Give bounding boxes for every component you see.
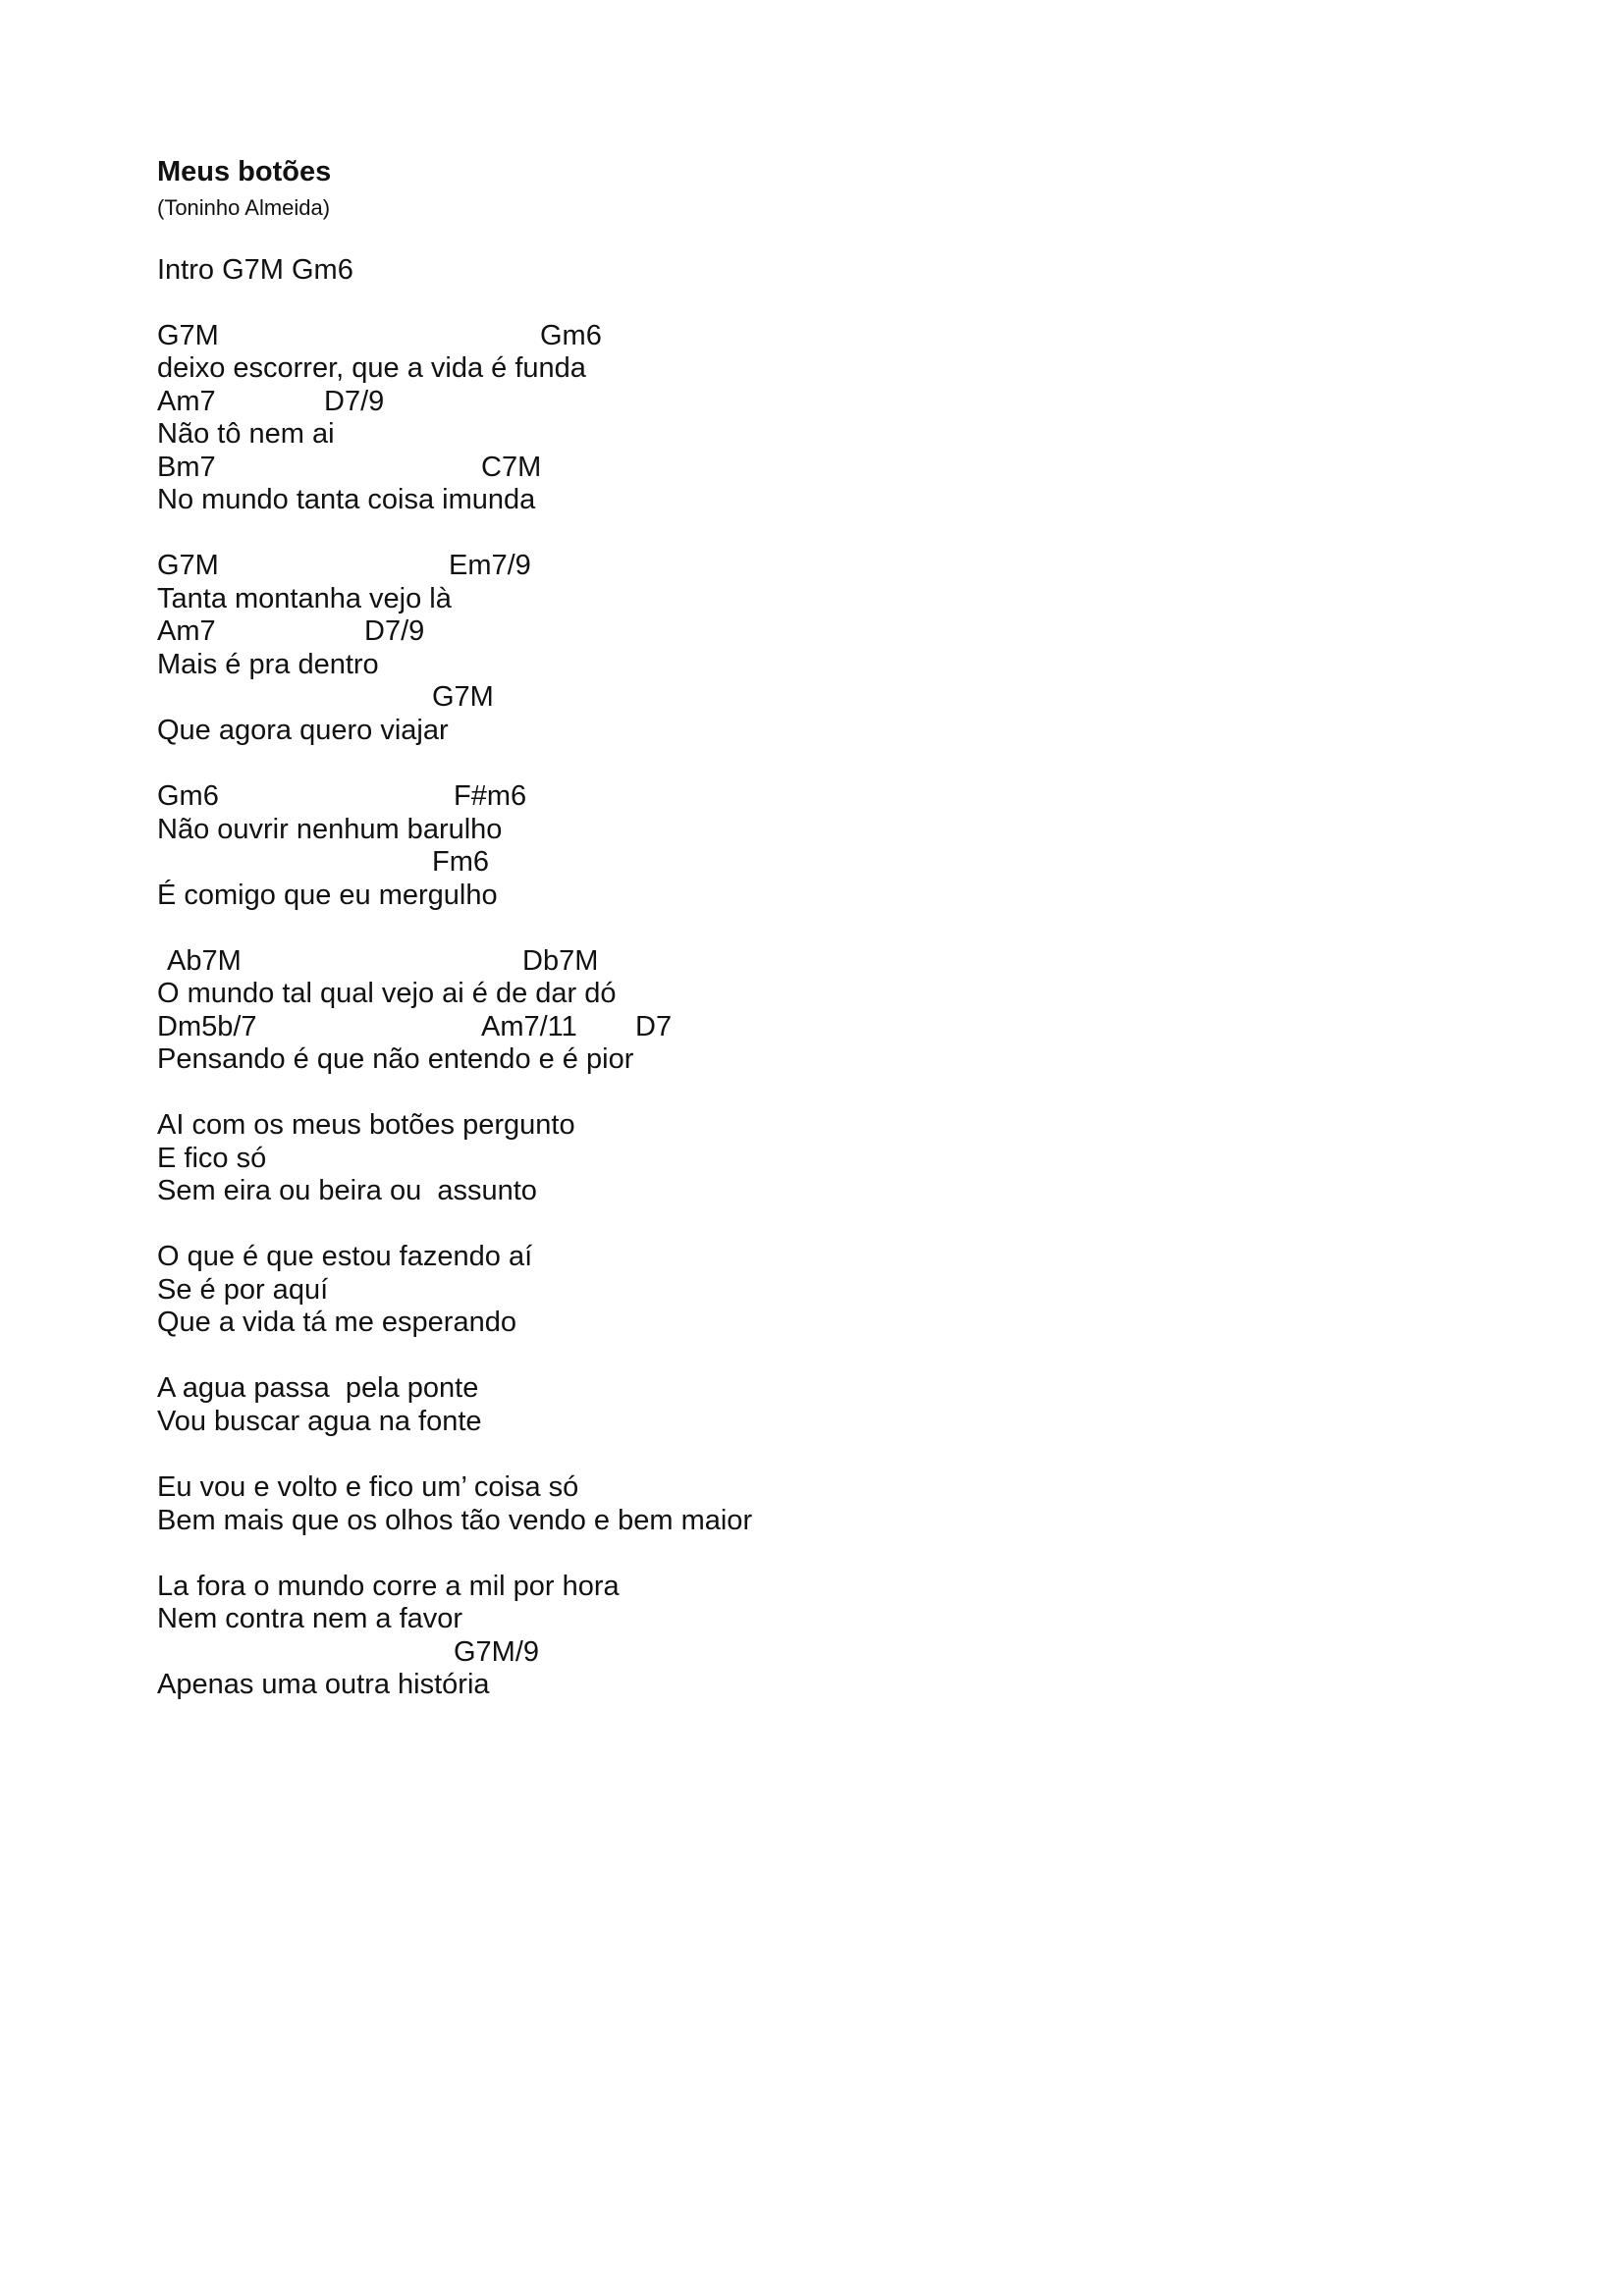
- intro-line: Intro G7M Gm6: [157, 254, 353, 286]
- chord: D7/9: [324, 386, 385, 417]
- lyric-line: La fora o mundo corre a mil por hora: [157, 1571, 620, 1602]
- chord-line: [157, 319, 602, 352]
- chord-line: [157, 451, 542, 484]
- lyric-line: Não ouvrir nenhum barulho: [157, 814, 503, 845]
- chord: Am7/11: [481, 1011, 577, 1042]
- lyric-line: Nem contra nem a favor: [157, 1603, 463, 1634]
- lyric-line: Vou buscar agua na fonte: [157, 1406, 482, 1437]
- lyric-line: Tanta montanha vejo là: [157, 583, 452, 614]
- lyric-line: Que a vida tá me esperando: [157, 1307, 516, 1338]
- chord: Db7M: [522, 945, 599, 977]
- chord-line: [157, 614, 425, 648]
- chord: G7M: [157, 550, 219, 581]
- lyric-line: E fico só: [157, 1143, 267, 1174]
- chord: C7M: [481, 452, 542, 483]
- lyric-line: O mundo tal qual vejo ai é de dar dó: [157, 978, 617, 1009]
- lyric-line: O que é que estou fazendo aí: [157, 1241, 533, 1272]
- chord: Fm6: [432, 846, 489, 878]
- chord-line: [157, 549, 531, 582]
- lyric-line: Apenas uma outra história: [157, 1669, 490, 1700]
- lyric-line: Sem eira ou beira ou assunto: [157, 1175, 537, 1206]
- lyric-line: A agua passa pela ponte: [157, 1372, 479, 1404]
- chord-line: [157, 1635, 540, 1669]
- chord: Am7: [157, 386, 216, 417]
- lyric-line: Pensando é que não entendo e é pior: [157, 1043, 634, 1075]
- lyric-line: Que agora quero viajar: [157, 715, 449, 746]
- chord-line: [157, 944, 599, 978]
- song-title: Meus botões: [157, 156, 332, 187]
- chord: F#m6: [454, 780, 527, 812]
- chord-line: [157, 779, 527, 813]
- lyric-line: Eu vou e volto e fico um’ coisa só: [157, 1471, 579, 1503]
- lyric-line: É comigo que eu mergulho: [157, 880, 498, 911]
- chord: Dm5b/7: [157, 1011, 257, 1042]
- chord: G7M/9: [454, 1636, 540, 1668]
- chord: G7M: [432, 681, 494, 713]
- lyric-line: Bem mais que os olhos tão vendo e bem maior: [157, 1505, 753, 1536]
- lyric-line: AI com os meus botões pergunto: [157, 1109, 575, 1141]
- chord: D7/9: [364, 615, 425, 647]
- chord-line: [157, 1010, 673, 1043]
- lyric-line: deixo escorrer, que a vida é funda: [157, 352, 586, 384]
- lyric-line: No mundo tanta coisa imunda: [157, 484, 536, 515]
- chord: Gm6: [540, 320, 602, 351]
- lyric-line: Mais é pra dentro: [157, 649, 379, 680]
- chord: Em7/9: [449, 550, 531, 581]
- lyric-line: Não tô nem ai: [157, 418, 335, 450]
- chord-line: [157, 680, 494, 714]
- song-author: (Toninho Almeida): [157, 195, 331, 220]
- chord-line: [157, 845, 489, 879]
- chord: D7: [635, 1011, 673, 1042]
- chord: Ab7M: [167, 945, 242, 977]
- lyric-line: Se é por aquí: [157, 1274, 329, 1306]
- chord-line: [157, 385, 385, 418]
- chord: G7M: [157, 320, 219, 351]
- chord: Gm6: [157, 780, 219, 812]
- chord: Bm7: [157, 452, 216, 483]
- chord: Am7: [157, 615, 216, 647]
